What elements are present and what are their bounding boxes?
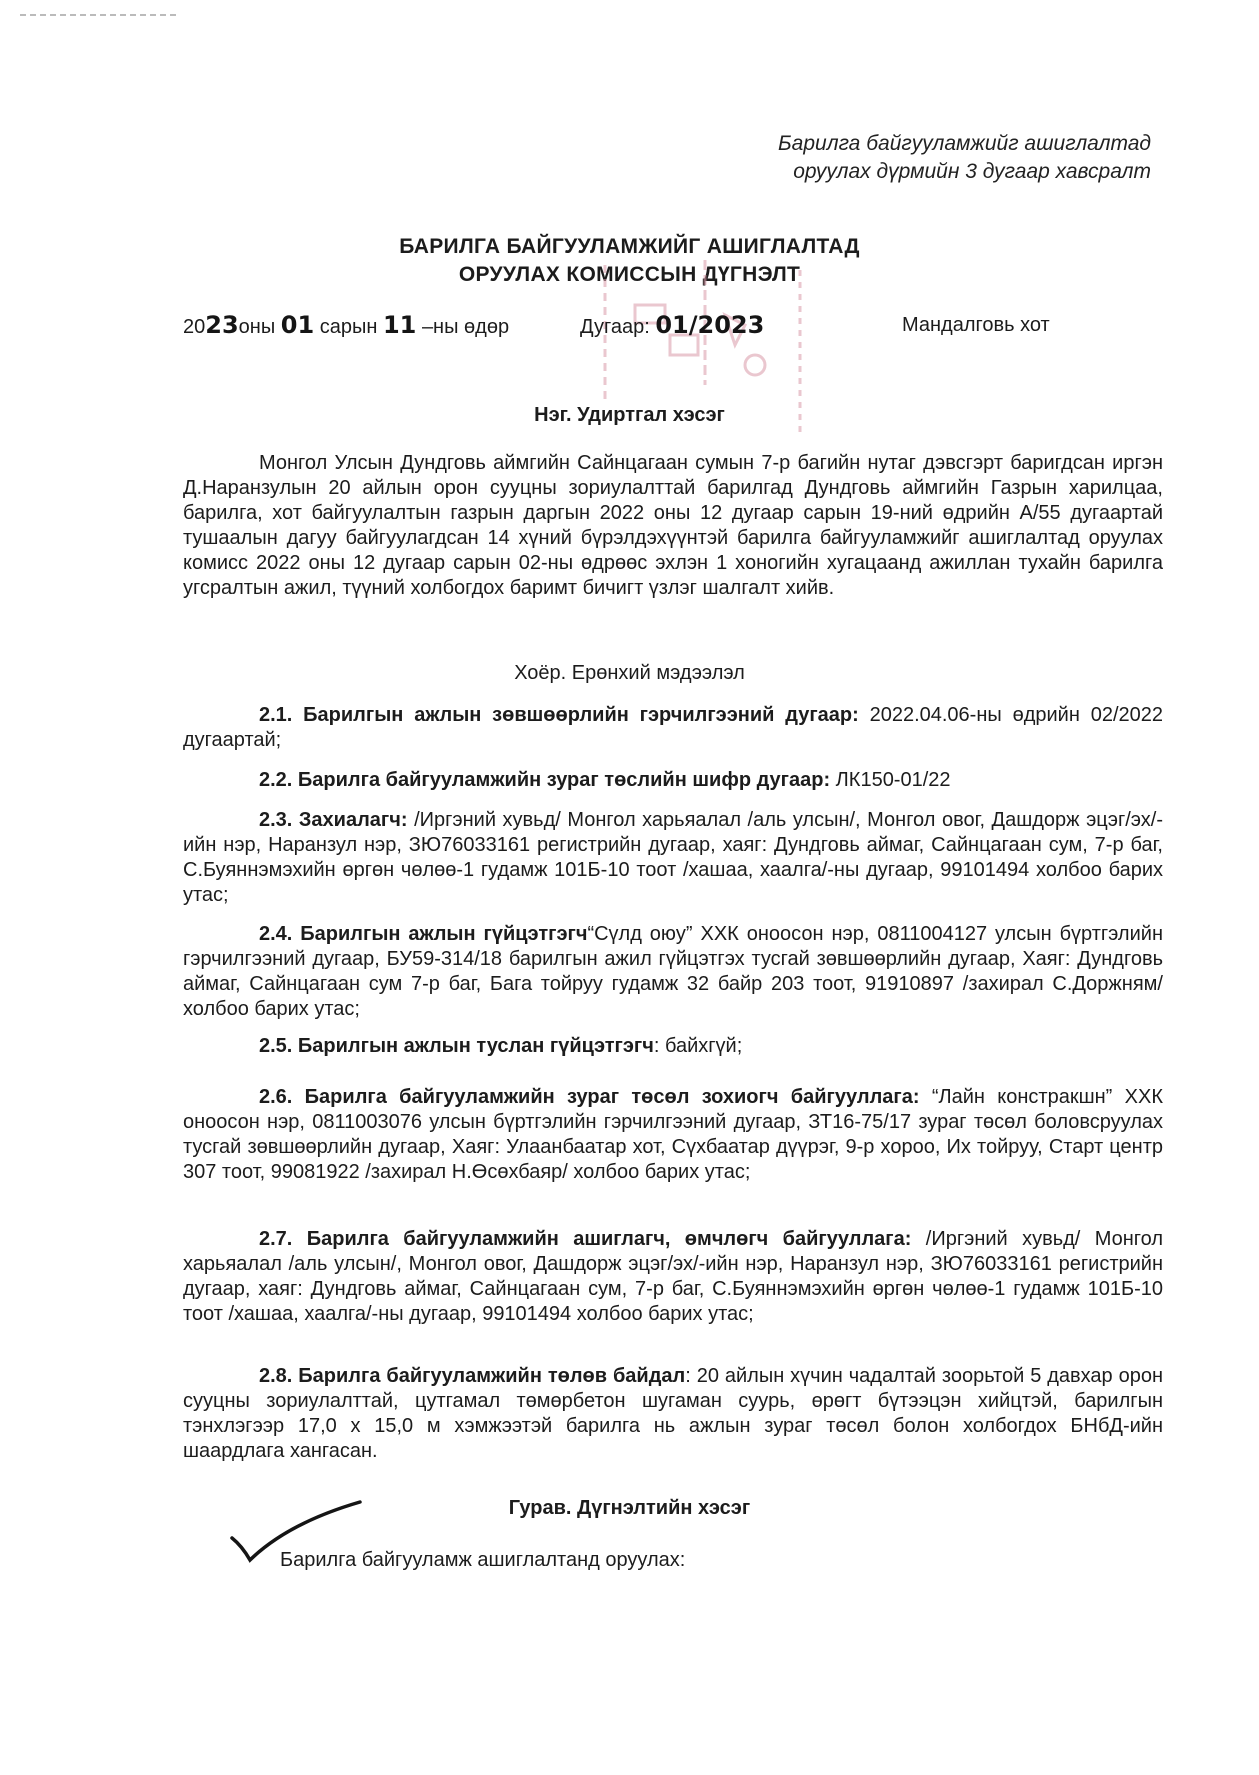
- conclusion-decision: Барилга байгууламж ашиглалтанд оруулах:: [280, 1549, 686, 1571]
- handwritten-year: 23: [205, 311, 239, 339]
- document-date: [183, 312, 509, 340]
- item-text: “Лайн констракшн” ХХК оноосон нэр, 0811003076 улсын бүртгэлийн гэрчилгээний дугаар, ЗТ16-75/17 зураг төсөл боловсруулах тусгай зөвшөөрлийн дугаар, Хаяг: Улаанбаатар хот, Сүхбаатар дүүрэг, 9-р хороо, Их тойруу, Старт центр 307 тоот, 99081922 /захирал Н.Өсөхбаяр/ холбоо барих утас;: [183, 1086, 1163, 1183]
- section-1-heading: Нэг. Удиртгал хэсэг: [534, 404, 725, 426]
- handwritten-number: 01/2023: [655, 311, 765, 339]
- item-text: /Иргэний хувьд/ Монгол харьяалал /аль улсын/, Монгол овог, Дашдорж эцэг/эх/-ийн нэр, Наранзул нэр, ЗЮ76033161 регистрийн дугаар, хаяг: Дундговь аймаг, Сайнцагаан сум, 7-р баг, С.Буяннэмэхийн өргөн чөлөө-1 гудамж 101Б-10 тоот /хашаа, хаалга/-ны дугаар, 99101494 холбоо барих утас;: [183, 1228, 1163, 1325]
- scan-noise-marks: [20, 10, 260, 20]
- item-text: 2022.04.06-ны өдрийн 02/2022 дугаартай;: [183, 704, 1163, 751]
- year-prefix: 20: [183, 316, 206, 338]
- month-suffix: сарын: [319, 316, 378, 338]
- item-2-7: [183, 1227, 1163, 1327]
- item-text: “Сүлд оюу” ХХК оноосон нэр, 0811004127 улсын бүртгэлийн гэрчилгээний дугаар, БУ59-314/18 барилгын ажил гүйцэтгэх тусгай зөвшөөрлийн дугаар, Хаяг: Дундговь аймаг, Сайнцагаан сум 7-р баг, Бага тойруу гудамж 32 байр 203 тоот, 91910897 /захирал С.Доржням/ холбоо барих утас;: [183, 923, 1163, 1020]
- item-text: ЛК150-01/22: [830, 769, 951, 791]
- day-suffix: –ны өдөр: [421, 316, 510, 338]
- section-2-heading: Хоёр. Ерөнхий мэдээлэл: [514, 662, 745, 684]
- item-text: : 20 айлын хүчин чадалтай зоорьтой 5 давхар орон сууцны зориулалттай, цутгамал төмөрбетон шугаман суурь, өрөгт бүтээцэн хийцтэй, барилгын тэнхлэгээр 17,0 х 15,0 м хэмжээтэй барилга нь ажлын зураг төсөл болон холбогдох БНбД-ийн шаардлага хангасан.: [183, 1365, 1163, 1462]
- annex-reference: [778, 130, 1151, 186]
- document-number: [580, 312, 764, 340]
- item-label: 2.7. Барилга байгууламжийн ашиглагч, өмчлөгч байгууллага:: [259, 1228, 912, 1250]
- item-text: /Иргэний хувьд/ Монгол харьяалал /аль улсын/, Монгол овог, Дашдорж эцэг/эх/-ийн нэр, Наранзул нэр, ЗЮ76033161 регистрийн дугаар, хаяг: Дундговь аймаг, Сайнцагаан сум, 7-р баг, С.Буяннэмэхийн өргөн чөлөө-1 гудамж 101Б-10 тоот /хашаа, хаалга/-ны дугаар, 99101494 холбоо барих утас;: [183, 809, 1163, 906]
- item-2-6: [183, 1085, 1163, 1185]
- item-label: 2.4. Барилгын ажлын гүйцэтгэгч: [259, 923, 588, 945]
- introduction-paragraph: Монгол Улсын Дундговь аймгийн Сайнцагаан сумын 7-р багийн нутаг дэвсгэрт баригдсан иргэн Д.Наранзулын 20 айлын орон сууцны зориулалттай барилгад Дундговь аймгийн Газрын харилцаа, барилга, хот байгуулалтын газрын даргын 2022 оны 12 дугаар сарын 19-ний өдрийн А/55 дугаартай тушаалын дагуу байгуулагдсан 14 хүний бүрэлдэхүүнтэй барилга байгууламжийг ашиглалтад оруулах комисс 2022 оны 12 дугаар сарын 02-ны өдрөөс эхлэн 1 хоногийн хугацаанд ажиллан тухайн барилга угсралтын ажил, түүний холбогдох баримт бичигт үзлэг шалгалт хийв.: [183, 452, 1163, 599]
- item-label: 2.8. Барилга байгууламжийн төлөв байдал: [259, 1365, 686, 1387]
- item-label: 2.5. Барилгын ажлын туслан гүйцэтгэгч: [259, 1035, 654, 1057]
- item-2-3: [183, 808, 1163, 908]
- annex-line-2: оруулах дүрмийн 3 дугаар хавсралт: [793, 160, 1151, 183]
- handwritten-month: 01: [280, 311, 315, 339]
- year-suffix: оны: [238, 316, 276, 338]
- item-2-2: [183, 768, 1163, 793]
- item-label: 2.6. Барилга байгууламжийн зураг төсөл зохиогч байгууллага:: [259, 1086, 920, 1108]
- item-2-5: [183, 1034, 1163, 1059]
- item-label: 2.2. Барилга байгууламжийн зураг төслийн шифр дугаар:: [259, 769, 831, 791]
- number-label: Дугаар:: [580, 316, 650, 338]
- item-2-4: [183, 922, 1163, 1022]
- item-text: : байхгүй;: [653, 1035, 743, 1057]
- section-1-text: [183, 451, 1163, 601]
- title-line-1: БАРИЛГА БАЙГУУЛАМЖИЙГ АШИГЛАЛТАД: [399, 235, 860, 258]
- item-label: 2.1. Барилгын ажлын зөвшөөрлийн гэрчилгээний дугаар:: [259, 704, 859, 726]
- item-2-8: [183, 1364, 1163, 1464]
- item-2-1: [183, 703, 1163, 753]
- document-place: Мандалговь хот: [902, 314, 1050, 336]
- handwritten-day: 11: [382, 311, 417, 339]
- title-line-2: ОРУУЛАХ КОМИССЫН ДҮГНЭЛТ: [458, 263, 801, 286]
- item-label: 2.3. Захиалагч:: [259, 809, 408, 831]
- annex-line-1: Барилга байгууламжийг ашиглалтад: [778, 132, 1151, 155]
- section-3-heading: Гурав. Дүгнэлтийн хэсэг: [508, 1497, 751, 1519]
